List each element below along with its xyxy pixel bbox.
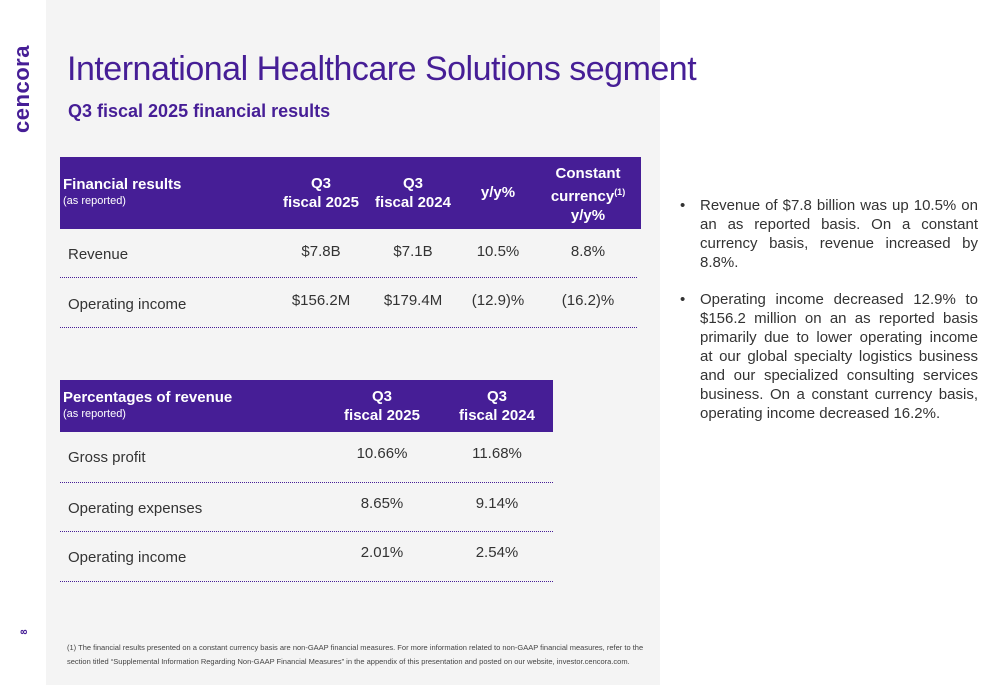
header-col-q3-2025: Q3 fiscal 2025 — [283, 175, 359, 211]
table-header — [60, 157, 641, 229]
page-subtitle: Q3 fiscal 2025 financial results — [68, 101, 331, 121]
table-row-revenue: Revenue $7.8B $7.1B 10.5% 8.8% — [60, 229, 637, 278]
page-number: 8 — [19, 629, 29, 635]
bullet-operating-income: • Operating income decreased 12.9% to $156.2 million on an as reported basis primarily due to lower operating income at our global specialty logistics business and our specialized consulting services business. On a constant currency basis, operating income decreased 16.2%. — [680, 291, 978, 422]
header-col-yy: y/y% — [480, 184, 516, 201]
header-title: Percentages of revenue (as reported) — [63, 389, 233, 420]
table-row-operating-expenses: Operating expenses 8.65% 9.14% — [60, 483, 553, 532]
table-header — [60, 380, 553, 432]
table-row-gross-profit: Gross profit 10.66% 11.68% — [60, 432, 553, 483]
header-col-q3-2024: Q3 fiscal 2024 — [375, 175, 451, 211]
table-row-operating-income: Operating income 2.01% 2.54% — [60, 532, 553, 582]
percentages-of-revenue-table — [60, 380, 553, 582]
bullet-dot: • — [680, 197, 686, 214]
table-row-operating-income: Operating income $156.2M $179.4M (12.9)% (16.2)% — [60, 278, 637, 328]
bullet-dot: • — [680, 291, 686, 308]
header-col-q3-2025: Q3 fiscal 2025 — [344, 388, 420, 424]
footnote: (1) The financial results presented on a constant currency basis are non-GAAP financial measures. For more information related to non-GAAP financial measures, refer to the section titled “Supplemental Information Regarding Non-GAAP Financial Measures” in the appendix of this presentation and posted on our website, investor.cencora.com. — [67, 643, 644, 666]
header-col-constant-currency: Constant currency$^{(1)}$ y/y% — [550, 165, 626, 224]
commentary-bullets — [680, 196, 978, 441]
cencora-logo: cencora — [9, 45, 34, 133]
bullet-revenue: • Revenue of $7.8 billion was up 10.5% on an as reported basis. On a constant currency basis, revenue increased by 8.8%. — [680, 197, 978, 271]
header-col-q3-2024: Q3 fiscal 2024 — [459, 388, 535, 424]
page-title: International Healthcare Solutions segment — [67, 50, 697, 88]
financial-results-table — [60, 157, 641, 328]
header-title: Financial results (as reported) — [63, 176, 182, 207]
